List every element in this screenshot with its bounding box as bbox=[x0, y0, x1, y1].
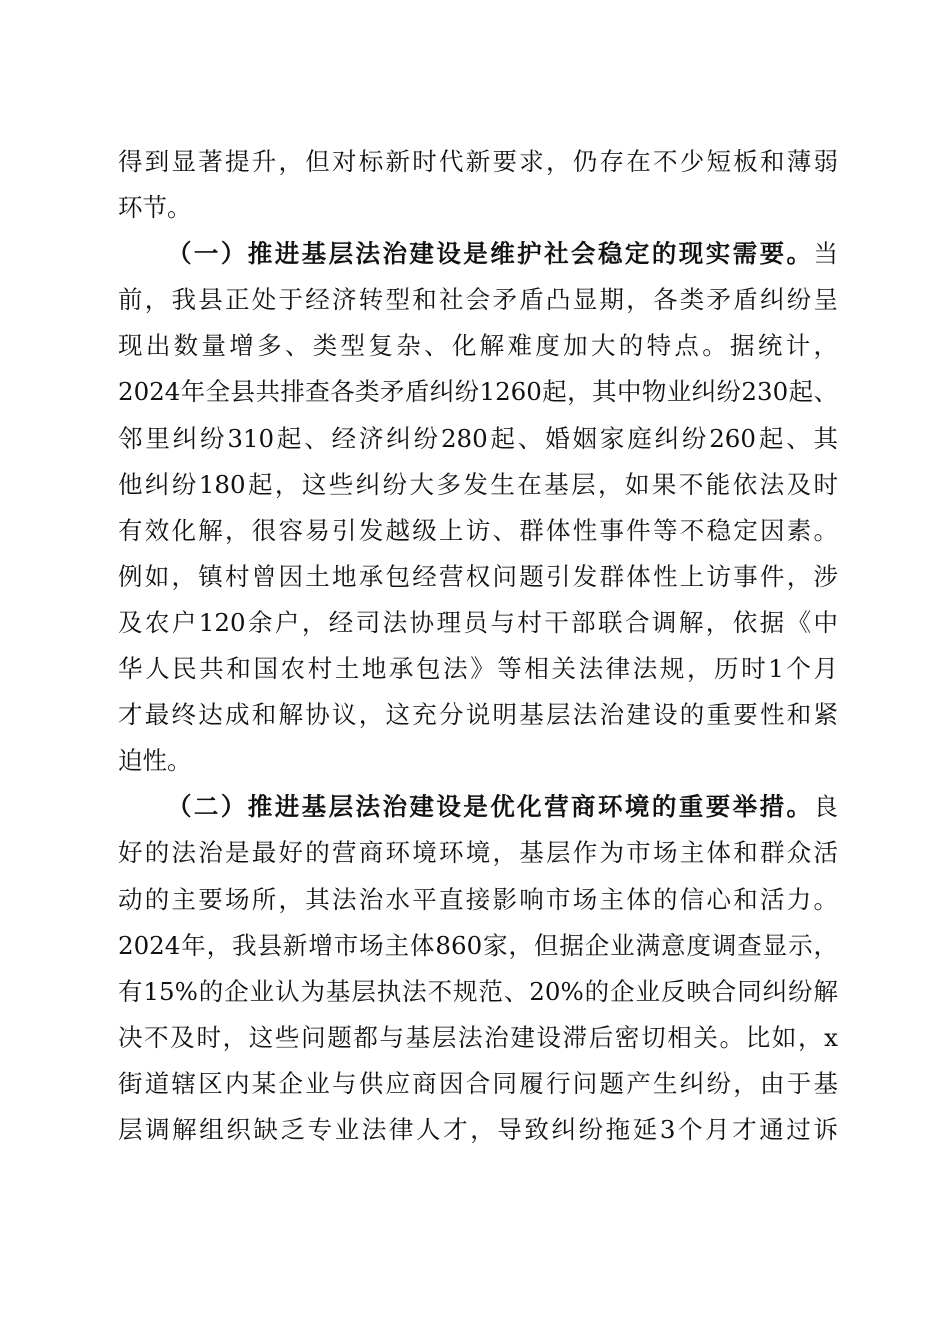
paragraph-1-line-6: 例如，镇村曾因土地承包经营权问题引发群体性上访事件，涉 bbox=[118, 561, 838, 591]
paragraph-2-line-5: 街道辖区内某企业与供应商因合同履行问题产生纠纷，由于基 bbox=[118, 1068, 838, 1098]
paragraph-1-line-5: 有效化解，很容易引发越级上访、群体性事件等不稳定因素。 bbox=[118, 515, 838, 545]
paragraph-0-line-0: 得到显著提升，但对标新时代新要求，仍存在不少短板和薄弱 bbox=[118, 147, 838, 176]
paragraph-2-heading-tail: 良 bbox=[813, 792, 838, 822]
paragraph-1-heading-tail: 当 bbox=[813, 239, 838, 269]
paragraph-1-line-7: 及农户120余户，经司法协理员与村干部联合调解，依据《中 bbox=[118, 607, 838, 637]
document-body bbox=[118, 139, 838, 1153]
paragraph-1-line-8: 华人民共和国农村土地承包法》等相关法律法规，历时1个月 bbox=[118, 654, 838, 684]
paragraph-2-line-3: 有15%的企业认为基层执法不规范、20%的企业反映合同纠纷解 bbox=[118, 976, 838, 1006]
paragraph-1-line-2: 2024年全县共排查各类矛盾纠纷1260起，其中物业纠纷230起、 bbox=[118, 377, 838, 407]
paragraph-2-heading-line bbox=[118, 784, 838, 830]
paragraph-1-line-0: 前，我县正处于经济转型和社会矛盾凸显期，各类矛盾纠纷呈 bbox=[118, 285, 838, 315]
paragraph-2-line-6: 层调解组织缺乏专业法律人才，导致纠纷拖延3个月才通过诉 bbox=[118, 1114, 838, 1144]
paragraph-1-line-3: 邻里纠纷310起、经济纠纷280起、婚姻家庭纠纷260起、其 bbox=[118, 423, 838, 453]
section-heading-1: （一）推进基层法治建设是维护社会稳定的现实需要。 bbox=[167, 239, 814, 269]
paragraph-2-line-1: 动的主要场所，其法治水平直接影响市场主体的信心和活力。 bbox=[118, 884, 838, 914]
paragraph-1-line-4: 他纠纷180起，这些纠纷大多发生在基层，如果不能依法及时 bbox=[118, 469, 838, 499]
paragraph-1-line-9: 才最终达成和解协议，这充分说明基层法治建设的重要性和紧 bbox=[118, 700, 838, 730]
paragraph-1-heading-line bbox=[118, 231, 838, 277]
paragraph-1-line-1: 现出数量增多、类型复杂、化解难度加大的特点。据统计， bbox=[118, 331, 838, 361]
paragraph-2-line-4: 决不及时，这些问题都与基层法治建设滞后密切相关。比如，x bbox=[118, 1022, 838, 1052]
paragraph-2-line-0: 好的法治是最好的营商环境环境，基层作为市场主体和群众活 bbox=[118, 838, 838, 868]
paragraph-2-line-2: 2024年，我县新增市场主体860家，但据企业满意度调查显示， bbox=[118, 930, 838, 960]
paragraph-0-line-1: 环节。 bbox=[118, 193, 192, 223]
paragraph-1-line-10: 迫性。 bbox=[118, 746, 192, 776]
section-heading-2: （二）推进基层法治建设是优化营商环境的重要举措。 bbox=[167, 792, 814, 822]
